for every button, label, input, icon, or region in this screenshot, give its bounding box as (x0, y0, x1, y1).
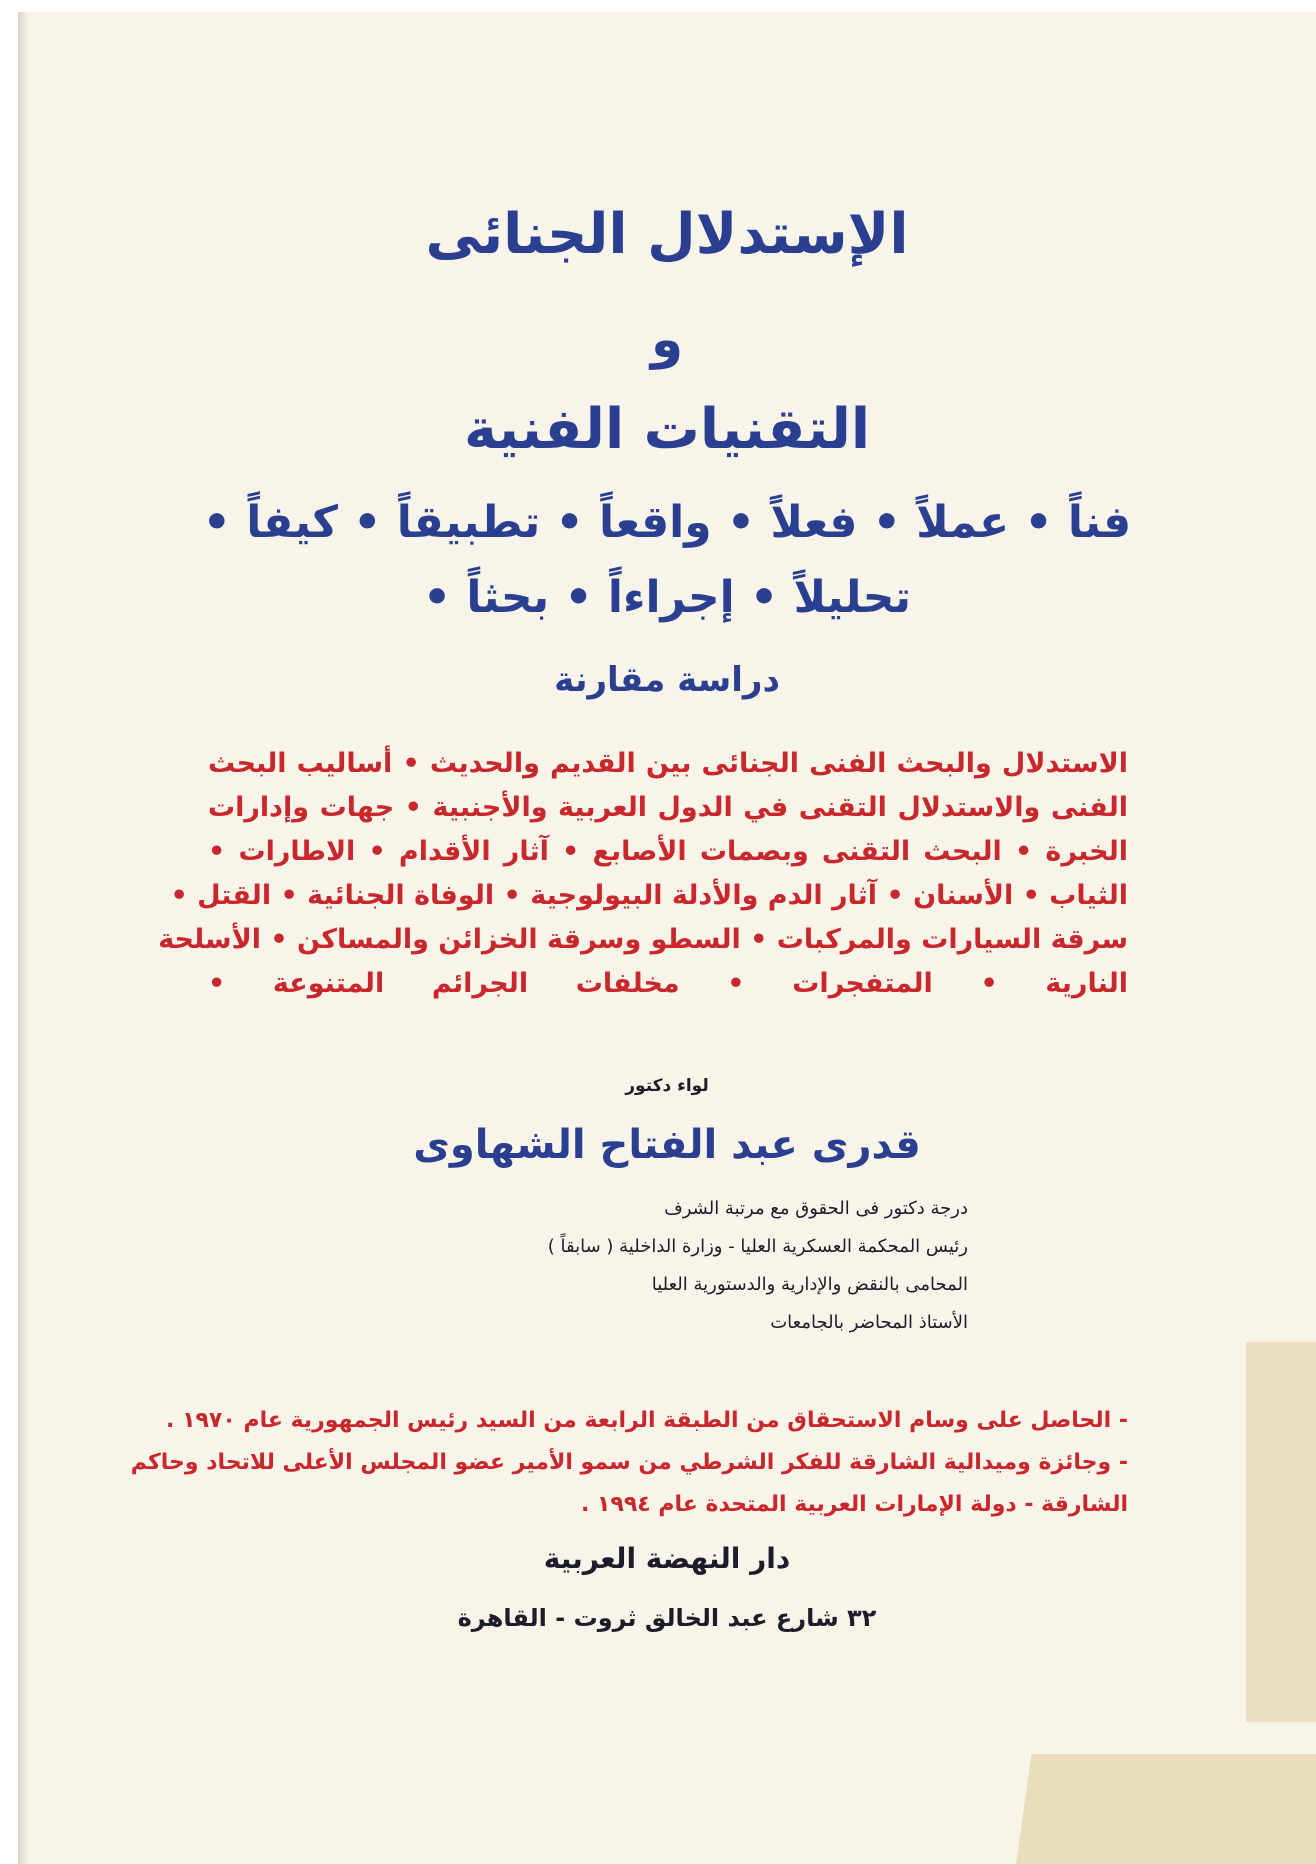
page-edge-shadow (18, 12, 28, 1864)
subtitle-line-2: تحليلاً • إجراءاً • بحثاً • (422, 572, 912, 623)
topics-block (158, 742, 1128, 1006)
book-cover (18, 12, 1316, 1864)
honor-line: الشارقة - دولة الإمارات العربية المتحدة عام ١٩٩٤ . (580, 1492, 1128, 1517)
topic-line: الفنى والاستدلال التقنى في الدول العربية والأجنبية • جهات وإدارات (208, 792, 1128, 823)
honor-line: - وجائزة وميدالية الشارقة للفكر الشرطي من سمو الأمير عضو المجلس الأعلى للاتحاد وحاكم (130, 1450, 1128, 1475)
title-line-1: الإستدلال الجنائى (425, 202, 909, 267)
honors-block (130, 1400, 1128, 1526)
credential-line: درجة دكتور فى الحقوق مع مرتبة الشرف (664, 1198, 968, 1219)
tape-strip-bottom (1016, 1754, 1316, 1864)
honor-line: - الحاصل على وسام الاستحقاق من الطبقة الرابعة من السيد رئيس الجمهورية عام ١٩٧٠ . (166, 1408, 1128, 1433)
tape-strip-right (1246, 1342, 1316, 1722)
topic-line: الثياب • الأسنان • آثار الدم والأدلة البيولوجية • الوفاة الجنائية • القتل • (170, 880, 1128, 911)
topic-line: الاستدلال والبحث الفنى الجنائى بين القديم والحديث • أساليب البحث (208, 748, 1128, 779)
title-conjunction: و (650, 310, 684, 370)
topic-line: الخبرة • البحث التقنى وبصمات الأصابع • آثار الأقدام • الاطارات • (208, 836, 1128, 867)
subtitle-line-1: فناً • عملاً • فعلاً • واقعاً • تطبيقاً • كيفاً • (202, 497, 1132, 548)
topic-line: النارية • المتفجرات • مخلفات الجرائم المتنوعة • (208, 968, 1128, 999)
study-type: دراسة مقارنة (554, 660, 780, 700)
credential-line: رئيس المحكمة العسكرية العليا - وزارة الداخلية ( سابقاً ) (547, 1236, 968, 1257)
topic-line: سرقة السيارات والمركبات • السطو وسرقة الخزائن والمساكن • الأسلحة (158, 924, 1128, 955)
publisher-address: ٣٢ شارع عبد الخالق ثروت - القاهرة (457, 1604, 877, 1632)
publisher-name: دار النهضة العربية (543, 1542, 791, 1575)
title-line-2: التقنيات الفنية (463, 397, 871, 462)
credential-line: المحامى بالنقض والإدارية والدستورية العليا (651, 1274, 968, 1295)
author-credentials (438, 1190, 968, 1342)
author-name: قدرى عبد الفتاح الشهاوى (413, 1122, 921, 1168)
credential-line: الأستاذ المحاضر بالجامعات (770, 1312, 968, 1333)
author-rank: لواء دكتور (625, 1076, 709, 1096)
